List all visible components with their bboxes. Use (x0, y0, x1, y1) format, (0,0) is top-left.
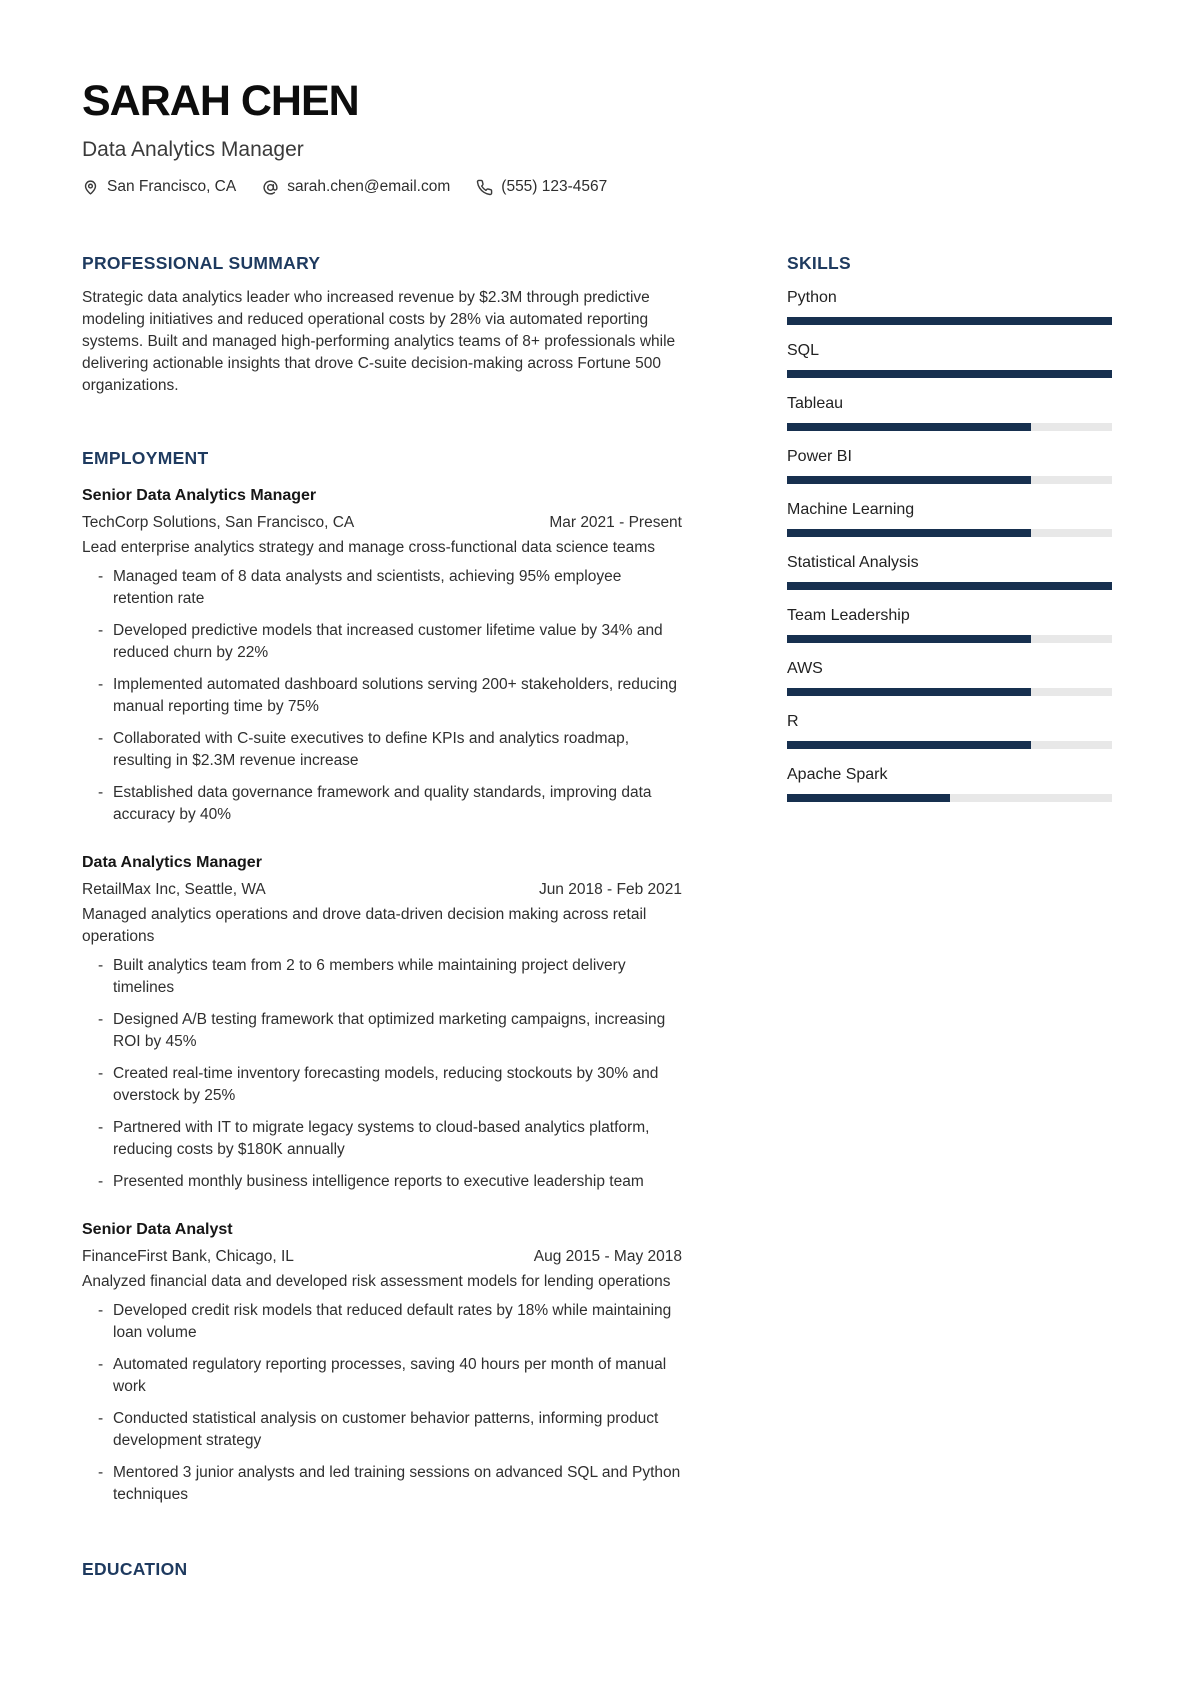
bullet-text: Built analytics team from 2 to 6 members while maintaining project delivery timelines (113, 957, 626, 997)
bullet-marker: - (98, 730, 104, 748)
job-bullet (82, 1171, 682, 1193)
person-name: SARAH CHEN (82, 77, 359, 125)
job-meta-row (82, 879, 682, 901)
bullet-text: Mentored 3 junior analysts and led training sessions on advanced SQL and Python techniques (113, 1464, 681, 1504)
bullet-text: Designed A/B testing framework that optimized marketing campaigns, increasing ROI by 45% (113, 1011, 666, 1051)
job-entry (82, 1219, 682, 1506)
skill-bar-fill (787, 317, 1112, 325)
skill-item (787, 711, 1112, 749)
bullet-marker: - (98, 1356, 104, 1374)
sidebar-column (787, 252, 1112, 1580)
job-bullets (82, 1300, 682, 1506)
contact-location-text: San Francisco, CA (107, 178, 237, 196)
bullet-text: Created real-time inventory forecasting models, reducing stockouts by 30% and overstock by 25% (113, 1065, 659, 1105)
job-bullet (82, 1408, 682, 1452)
summary-text: Strategic data analytics leader who increased revenue by $2.3M through predictive modeling initiatives and reduced operational costs by 28% via automated reporting systems. Built and managed high-performing analytics teams of 8+ professionals while delivering actionable insights that drove C-suite decision-making across Fortune 500 organizations. (82, 289, 676, 395)
skill-bar-track (787, 688, 1112, 696)
professional-summary-section (82, 252, 682, 397)
bullet-marker: - (98, 1173, 104, 1191)
skill-bar-fill (787, 476, 1031, 484)
employment-heading: EMPLOYMENT (82, 448, 209, 469)
job-bullet (82, 728, 682, 772)
bullet-marker: - (98, 676, 104, 694)
skill-bar-fill (787, 529, 1031, 537)
skill-bar-fill (787, 688, 1031, 696)
skill-bar-track (787, 370, 1112, 378)
skill-bar-track (787, 635, 1112, 643)
bullet-marker: - (98, 957, 104, 975)
contact-row (82, 178, 1112, 196)
jobs-list (82, 485, 682, 1506)
skill-bar-fill (787, 794, 950, 802)
skill-name: Team Leadership (787, 607, 910, 625)
job-bullet (82, 1300, 682, 1344)
job-entry (82, 485, 682, 826)
content-columns (0, 252, 1200, 1580)
bullet-marker: - (98, 1464, 104, 1482)
skills-heading: SKILLS (787, 253, 852, 274)
job-description: Analyzed financial data and developed risk assessment models for lending operations (82, 1273, 671, 1291)
bullet-marker: - (98, 1011, 104, 1029)
bullet-text: Developed predictive models that increased customer lifetime value by 34% and reduced churn by 22% (113, 622, 663, 662)
job-title: Senior Data Analytics Manager (82, 487, 317, 505)
skill-item (787, 340, 1112, 378)
job-company: RetailMax Inc, Seattle, WA (82, 881, 266, 899)
bullet-marker: - (98, 1065, 104, 1083)
phone-icon (476, 179, 493, 196)
bullet-text: Automated regulatory reporting processes, saving 40 hours per month of manual work (113, 1356, 667, 1396)
bullet-text: Developed credit risk models that reduced default rates by 18% while maintaining loan volume (113, 1302, 672, 1342)
skill-bar-fill (787, 582, 1112, 590)
job-bullets (82, 955, 682, 1193)
skill-bar-fill (787, 635, 1031, 643)
contact-email-text: sarah.chen@email.com (287, 178, 451, 196)
job-bullet (82, 566, 682, 610)
skill-bar-track (787, 317, 1112, 325)
skill-item (787, 446, 1112, 484)
skill-name: SQL (787, 342, 820, 360)
job-company: TechCorp Solutions, San Francisco, CA (82, 514, 355, 532)
job-bullet (82, 674, 682, 718)
job-bullet (82, 1354, 682, 1398)
bullet-text: Implemented automated dashboard solutions serving 200+ stakeholders, reducing manual reporting time by 75% (113, 676, 677, 716)
skill-bar-track (787, 476, 1112, 484)
job-bullet (82, 1009, 682, 1053)
bullet-text: Managed team of 8 data analysts and scientists, achieving 95% employee retention rate (113, 568, 622, 608)
skill-item (787, 764, 1112, 802)
skill-bar-fill (787, 423, 1031, 431)
job-bullet (82, 1117, 682, 1161)
skill-bar-fill (787, 741, 1031, 749)
main-column (82, 252, 682, 1580)
skill-bar-track (787, 529, 1112, 537)
job-dates: Mar 2021 - Present (549, 514, 682, 532)
skill-item (787, 552, 1112, 590)
job-bullet (82, 955, 682, 999)
bullet-text: Conducted statistical analysis on customer behavior patterns, informing product development strategy (113, 1410, 659, 1450)
skills-list (787, 287, 1112, 802)
resume-header (0, 0, 1200, 196)
skill-name: Apache Spark (787, 766, 888, 784)
skill-name: Tableau (787, 395, 844, 413)
job-bullet (82, 1063, 682, 1107)
skill-bar-fill (787, 370, 1112, 378)
contact-phone-text: (555) 123-4567 (501, 178, 608, 196)
skill-name: Python (787, 289, 837, 307)
skill-name: Power BI (787, 448, 852, 466)
bullet-text: Presented monthly business intelligence reports to executive leadership team (113, 1173, 644, 1191)
skill-bar-track (787, 741, 1112, 749)
job-entry (82, 852, 682, 1193)
location-pin-icon (82, 179, 99, 196)
bullet-marker: - (98, 622, 104, 640)
employment-section (82, 447, 682, 1506)
job-description: Lead enterprise analytics strategy and manage cross-functional data science teams (82, 539, 655, 557)
job-bullet (82, 782, 682, 826)
job-meta-row (82, 1246, 682, 1268)
bullet-text: Partnered with IT to migrate legacy systems to cloud-based analytics platform, reducing costs by $180K annually (113, 1119, 650, 1159)
job-dates: Aug 2015 - May 2018 (533, 1248, 682, 1266)
skill-bar-track (787, 423, 1112, 431)
skill-bar-track (787, 794, 1112, 802)
bullet-marker: - (98, 1410, 104, 1428)
skill-item (787, 605, 1112, 643)
skill-item (787, 393, 1112, 431)
education-section (82, 1558, 682, 1580)
job-description: Managed analytics operations and drove data-driven decision making across retail operations (82, 906, 647, 946)
job-bullets (82, 566, 682, 826)
bullet-marker: - (98, 1302, 104, 1320)
person-job-title: Data Analytics Manager (82, 138, 304, 162)
job-title: Data Analytics Manager (82, 854, 262, 872)
bullet-text: Collaborated with C-suite executives to define KPIs and analytics roadmap, resulting in $2.3M revenue increase (113, 730, 630, 770)
bullet-marker: - (98, 784, 104, 802)
bullet-text: Established data governance framework and quality standards, improving data accuracy by 40% (113, 784, 652, 824)
education-heading: EDUCATION (82, 1559, 188, 1580)
skill-bar-track (787, 582, 1112, 590)
summary-heading: PROFESSIONAL SUMMARY (82, 253, 321, 274)
skill-name: R (787, 713, 799, 731)
job-meta-row (82, 512, 682, 534)
skills-section (787, 252, 1112, 802)
skill-item (787, 287, 1112, 325)
skill-name: Machine Learning (787, 501, 915, 519)
job-company: FinanceFirst Bank, Chicago, IL (82, 1248, 294, 1266)
skill-name: Statistical Analysis (787, 554, 919, 572)
job-bullet (82, 1462, 682, 1506)
job-title: Senior Data Analyst (82, 1221, 233, 1239)
contact-phone (476, 178, 607, 196)
skill-item (787, 499, 1112, 537)
job-dates: Jun 2018 - Feb 2021 (538, 881, 682, 899)
job-bullet (82, 620, 682, 664)
at-sign-icon (262, 179, 279, 196)
bullet-marker: - (98, 1119, 104, 1137)
bullet-marker: - (98, 568, 104, 586)
contact-email (262, 178, 450, 196)
skill-item (787, 658, 1112, 696)
skill-name: AWS (787, 660, 823, 678)
contact-location (82, 178, 236, 196)
